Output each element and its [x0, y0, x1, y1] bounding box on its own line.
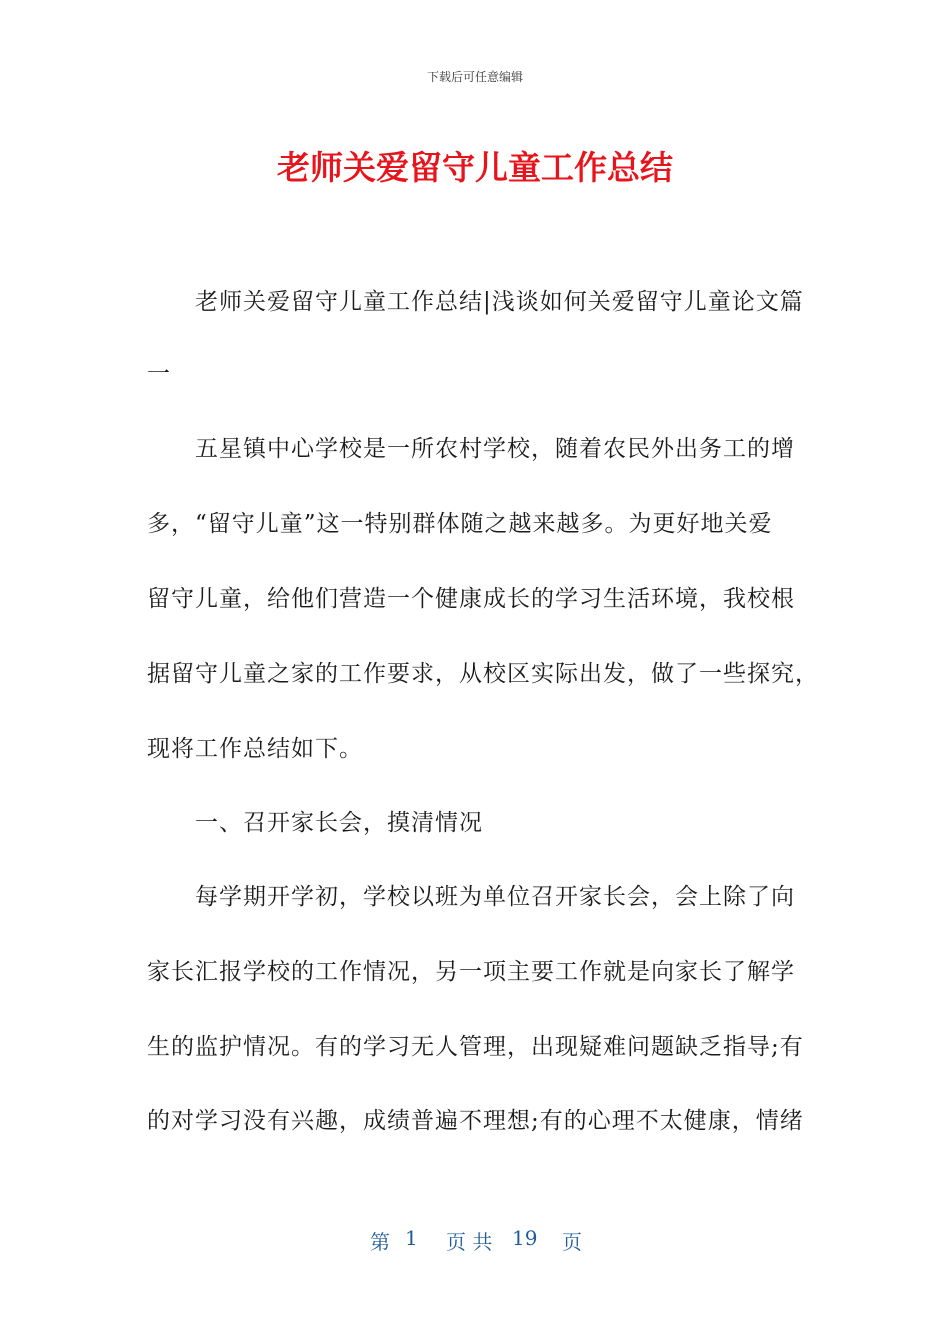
footer-ye: 页 — [562, 1230, 582, 1254]
paragraph-line: 据留守儿童之家的工作要求，从校区实际出发，做了一些探究， — [147, 661, 819, 687]
document-title: 老师关爱留守儿童工作总结 — [277, 148, 673, 187]
paragraph-line: 多，“留守儿童”这一特别群体随之越来越多。为更好地关爱 — [147, 511, 773, 537]
paragraph-line: 家长汇报学校的工作情况，另一项主要工作就是向家长了解学 — [147, 959, 795, 985]
current-page-number: 1 — [405, 1226, 418, 1250]
paragraph-line: 老师关爱留守儿童工作总结|浅谈如何关爱留守儿童论文篇 — [195, 289, 804, 315]
paragraph-line: 每学期开学初，学校以班为单位召开家长会，会上除了向 — [195, 884, 795, 910]
total-pages-number: 19 — [512, 1226, 538, 1250]
paragraph-line: 一 — [147, 361, 171, 387]
paragraph-line: 的对学习没有兴趣，成绩普遍不理想;有的心理不太健康，情绪 — [147, 1108, 804, 1134]
paragraph-line: 生的监护情况。有的学习无人管理，出现疑难问题缺乏指导;有 — [147, 1034, 804, 1060]
footer-ye-gong: 页 共 — [446, 1230, 493, 1254]
footer-di: 第 — [370, 1230, 390, 1254]
header-note: 下载后可任意编辑 — [426, 70, 523, 84]
paragraph-line: 现将工作总结如下。 — [147, 736, 363, 762]
paragraph-line: 留守儿童，给他们营造一个健康成长的学习生活环境，我校根 — [147, 586, 795, 612]
section-heading: 一、召开家长会，摸清情况 — [195, 810, 483, 836]
paragraph-line: 五星镇中心学校是一所农村学校，随着农民外出务工的增 — [195, 436, 795, 462]
